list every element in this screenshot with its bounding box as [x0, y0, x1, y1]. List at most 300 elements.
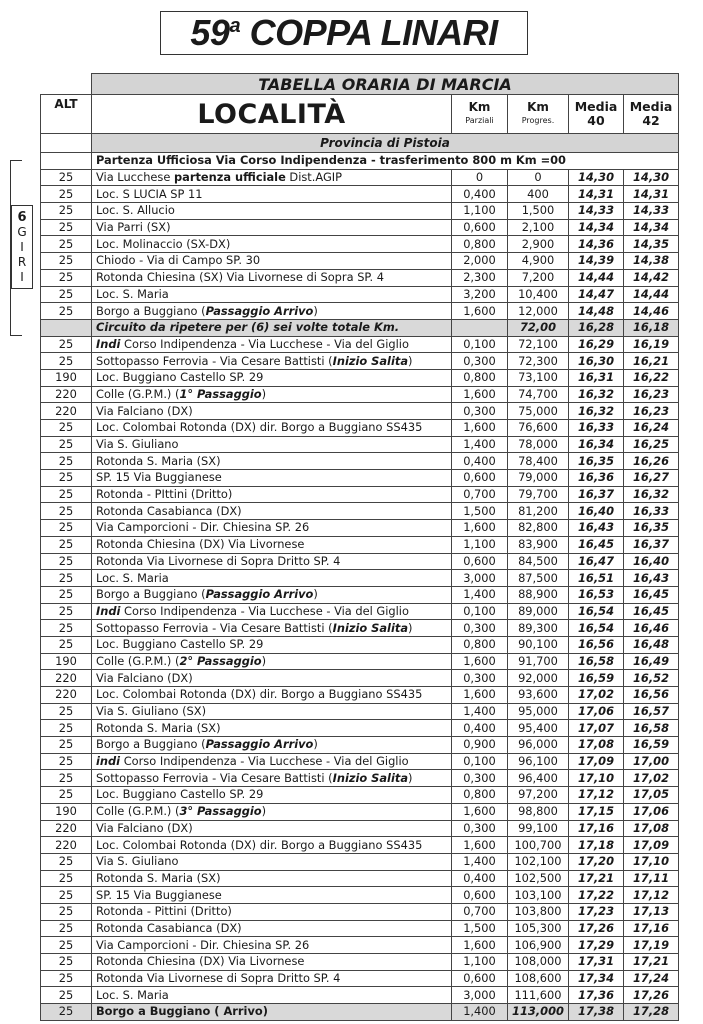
media-40-cell: 16,54	[569, 603, 624, 620]
table-row	[41, 353, 679, 370]
location-cell: Borgo a Buggiano (Passaggio Arrivo)	[92, 737, 452, 754]
media-42-cell: 14,30	[624, 169, 679, 186]
media-40-cell: 17,36	[569, 987, 624, 1004]
location-cell: Via Parri (SX)	[92, 219, 452, 236]
media-40-cell: 17,29	[569, 937, 624, 954]
alt-cell: 25	[41, 186, 92, 203]
media-40-cell: 17,31	[569, 954, 624, 971]
media-42-cell: 17,10	[624, 853, 679, 870]
table-row	[41, 553, 679, 570]
table-caption: TABELLA ORARIA DI MARCIA	[92, 74, 679, 95]
alt-cell: 25	[41, 870, 92, 887]
location-cell: Loc. S. Maria	[92, 570, 452, 587]
location-cell: Rotonda Chiesina (SX) Via Livornese di Sopra SP. 4	[92, 269, 452, 286]
table-row	[41, 987, 679, 1004]
giri-letter: I	[20, 239, 24, 254]
km-progres-cell: 0	[508, 169, 569, 186]
km-parziali-cell: 0,700	[452, 486, 508, 503]
km-progres-cell: 113,000	[508, 1004, 569, 1021]
media-42-cell: 16,35	[624, 520, 679, 537]
media-42-cell: 16,37	[624, 536, 679, 553]
media-42-cell: 17,08	[624, 820, 679, 837]
km-parziali-cell: 0,300	[452, 620, 508, 637]
table-row	[41, 703, 679, 720]
media-40-cell: 14,47	[569, 286, 624, 303]
alt-cell: 25	[41, 636, 92, 653]
media-42-cell: 17,02	[624, 770, 679, 787]
km-parziali-cell: 0,700	[452, 903, 508, 920]
location-cell: Rotonda Via Livornese di Sopra Dritto SP. 4	[92, 553, 452, 570]
partenza-ufficiosa: Partenza Ufficiosa Via Corso Indipendenza - trasferimento 800 m Km =00	[92, 153, 679, 170]
km-parziali-cell: 1,500	[452, 503, 508, 520]
km-parziali-cell: 1,600	[452, 837, 508, 854]
km-parziali-cell: 1,400	[452, 586, 508, 603]
table-row	[41, 403, 679, 420]
media-42-cell: 17,28	[624, 1004, 679, 1021]
km-progres-cell: 72,00	[508, 319, 569, 336]
km-parziali-cell: 1,600	[452, 303, 508, 320]
alt-cell: 25	[41, 353, 92, 370]
province-label: Provincia di Pistoia	[92, 134, 679, 153]
alt-cell: 190	[41, 653, 92, 670]
alt-cell: 25	[41, 586, 92, 603]
media-40-cell: 16,33	[569, 420, 624, 437]
km-progres-cell: 91,700	[508, 653, 569, 670]
km-progres-cell: 2,900	[508, 236, 569, 253]
giri-letter: I	[20, 269, 24, 284]
media-40-cell: 17,22	[569, 887, 624, 904]
table-row	[41, 636, 679, 653]
km-progres-cell: 96,000	[508, 737, 569, 754]
caption-row	[41, 74, 679, 95]
km-progres-cell: 81,200	[508, 503, 569, 520]
header-media-42: Media 42	[624, 95, 679, 134]
km-progres-cell: 103,800	[508, 903, 569, 920]
media-42-cell: 14,38	[624, 253, 679, 270]
media-40-cell: 16,37	[569, 486, 624, 503]
media-42-cell: 16,40	[624, 553, 679, 570]
table-row	[41, 520, 679, 537]
km-parziali-cell: 1,600	[452, 687, 508, 704]
alt-cell: 190	[41, 369, 92, 386]
location-cell: indi Corso Indipendenza - Via Lucchese - Via del Giglio	[92, 753, 452, 770]
giri-letter: G	[17, 224, 27, 239]
alt-cell: 25	[41, 603, 92, 620]
location-cell: Colle (G.P.M.) (3° Passaggio)	[92, 803, 452, 820]
giri-letter: R	[17, 254, 27, 269]
km-progres-cell: 102,500	[508, 870, 569, 887]
km-parziali-cell: 1,100	[452, 536, 508, 553]
media-42-cell: 16,27	[624, 470, 679, 487]
km-parziali-cell: 0,600	[452, 887, 508, 904]
table-row	[41, 920, 679, 937]
media-42-cell: 17,16	[624, 920, 679, 937]
header-alt: ALT	[41, 95, 92, 134]
km-parziali-cell: 1,400	[452, 1004, 508, 1021]
location-cell: Sottopasso Ferrovia - Via Cesare Battisti (Inizio Salita)	[92, 770, 452, 787]
table-row	[41, 536, 679, 553]
media-40-cell: 16,30	[569, 353, 624, 370]
km-progres-cell: 99,100	[508, 820, 569, 837]
circuit-total-label: Circuito da ripetere per (6) sei volte totale Km.	[92, 319, 452, 336]
alt-cell: 25	[41, 520, 92, 537]
media-42-cell: 16,23	[624, 403, 679, 420]
location-cell: Rotonda - PIttini (Dritto)	[92, 486, 452, 503]
table-row	[41, 486, 679, 503]
media-40-cell: 16,43	[569, 520, 624, 537]
location-cell: Rotonda Chiesina (DX) Via Livornese	[92, 954, 452, 971]
table-row	[41, 436, 679, 453]
km-progres-cell: 1,500	[508, 203, 569, 220]
alt-cell: 25	[41, 503, 92, 520]
km-parziali-cell: 1,600	[452, 937, 508, 954]
table-row	[41, 653, 679, 670]
km-progres-cell: 111,600	[508, 987, 569, 1004]
alt-cell: 25	[41, 420, 92, 437]
table-row	[41, 803, 679, 820]
arrivo-label: Borgo a Buggiano ( Arrivo)	[92, 1004, 452, 1021]
media-42-cell: 16,23	[624, 386, 679, 403]
media-42-cell: 16,43	[624, 570, 679, 587]
alt-cell: 25	[41, 703, 92, 720]
alt-cell: 220	[41, 837, 92, 854]
alt-cell: 25	[41, 286, 92, 303]
media-40-cell: 14,48	[569, 303, 624, 320]
alt-cell: 25	[41, 920, 92, 937]
media-40-cell: 16,28	[569, 319, 624, 336]
alt-cell: 25	[41, 987, 92, 1004]
location-cell: Loc. Colombai Rotonda (DX) dir. Borgo a Buggiano SS435	[92, 687, 452, 704]
km-parziali-cell: 0,600	[452, 553, 508, 570]
table-row	[41, 753, 679, 770]
media-42-cell: 17,21	[624, 954, 679, 971]
km-parziali-cell: 1,600	[452, 386, 508, 403]
km-parziali-cell: 0,800	[452, 236, 508, 253]
alt-cell: 25	[41, 887, 92, 904]
media-40-cell: 17,08	[569, 737, 624, 754]
media-42-cell: 17,11	[624, 870, 679, 887]
km-parziali-cell: 0,300	[452, 820, 508, 837]
alt-cell: 25	[41, 753, 92, 770]
km-progres-cell: 75,000	[508, 403, 569, 420]
alt-cell: 25	[41, 937, 92, 954]
media-40-cell: 16,45	[569, 536, 624, 553]
title-text: 59$^a$ COPPA LINARI	[190, 12, 498, 53]
km-parziali-cell: 0,100	[452, 336, 508, 353]
header-row	[41, 95, 679, 134]
km-progres-cell: 7,200	[508, 269, 569, 286]
media-40-cell: 17,34	[569, 970, 624, 987]
alt-cell: 25	[41, 203, 92, 220]
km-progres-cell: 100,700	[508, 837, 569, 854]
km-parziali-cell: 0,100	[452, 603, 508, 620]
location-cell: Loc. Buggiano Castello SP. 29	[92, 369, 452, 386]
location-cell: Loc. S. Maria	[92, 987, 452, 1004]
timetable	[40, 73, 679, 1021]
km-parziali-cell: 1,600	[452, 520, 508, 537]
km-progres-cell: 12,000	[508, 303, 569, 320]
alt-cell: 25	[41, 970, 92, 987]
alt-cell: 25	[41, 453, 92, 470]
table-row	[41, 954, 679, 971]
km-progres-cell: 74,700	[508, 386, 569, 403]
km-parziali-cell: 1,400	[452, 853, 508, 870]
media-40-cell: 17,15	[569, 803, 624, 820]
media-42-cell: 16,57	[624, 703, 679, 720]
table-row	[41, 870, 679, 887]
km-progres-cell: 89,300	[508, 620, 569, 637]
media-42-cell: 17,09	[624, 837, 679, 854]
km-parziali-cell	[452, 319, 508, 336]
media-40-cell: 17,23	[569, 903, 624, 920]
alt-cell: 25	[41, 853, 92, 870]
km-progres-cell: 97,200	[508, 787, 569, 804]
km-parziali-cell: 3,200	[452, 286, 508, 303]
km-progres-cell: 105,300	[508, 920, 569, 937]
media-40-cell: 16,35	[569, 453, 624, 470]
km-progres-cell: 108,000	[508, 954, 569, 971]
media-40-cell: 16,29	[569, 336, 624, 353]
arrivo-row	[41, 1004, 679, 1021]
alt-cell: 25	[41, 536, 92, 553]
media-40-cell: 16,56	[569, 636, 624, 653]
location-cell: Borgo a Buggiano (Passaggio Arrivo)	[92, 586, 452, 603]
location-cell: Sottopasso Ferrovia - Via Cesare Battisti (Inizio Salita)	[92, 620, 452, 637]
media-40-cell: 14,36	[569, 236, 624, 253]
km-progres-cell: 89,000	[508, 603, 569, 620]
media-42-cell: 17,24	[624, 970, 679, 987]
alt-cell: 25	[41, 436, 92, 453]
media-40-cell: 17,20	[569, 853, 624, 870]
table-row	[41, 937, 679, 954]
media-42-cell: 17,13	[624, 903, 679, 920]
km-progres-cell: 103,100	[508, 887, 569, 904]
media-42-cell: 16,22	[624, 369, 679, 386]
media-40-cell: 14,39	[569, 253, 624, 270]
media-42-cell: 16,45	[624, 586, 679, 603]
km-progres-cell: 93,600	[508, 687, 569, 704]
location-cell: Via Falciano (DX)	[92, 670, 452, 687]
media-42-cell: 16,59	[624, 737, 679, 754]
alt-cell: 25	[41, 570, 92, 587]
km-progres-cell: 83,900	[508, 536, 569, 553]
alt-cell: 25	[41, 1004, 92, 1021]
media-40-cell: 17,26	[569, 920, 624, 937]
media-42-cell: 16,21	[624, 353, 679, 370]
alt-cell: 25	[41, 720, 92, 737]
media-40-cell: 16,53	[569, 586, 624, 603]
alt-cell: 25	[41, 737, 92, 754]
alt-cell: 25	[41, 269, 92, 286]
media-40-cell: 16,34	[569, 436, 624, 453]
location-cell: Loc. Buggiano Castello SP. 29	[92, 787, 452, 804]
alt-cell: 220	[41, 386, 92, 403]
km-progres-cell: 95,000	[508, 703, 569, 720]
km-parziali-cell: 0,300	[452, 353, 508, 370]
table-row	[41, 253, 679, 270]
media-42-cell: 17,12	[624, 887, 679, 904]
media-40-cell: 16,32	[569, 386, 624, 403]
location-cell: SP. 15 Via Buggianese	[92, 887, 452, 904]
alt-cell: 25	[41, 236, 92, 253]
km-progres-cell: 106,900	[508, 937, 569, 954]
media-40-cell: 16,32	[569, 403, 624, 420]
media-40-cell: 14,33	[569, 203, 624, 220]
table-row	[41, 286, 679, 303]
location-cell: Via Camporcioni - Dir. Chiesina SP. 26	[92, 520, 452, 537]
media-42-cell: 17,00	[624, 753, 679, 770]
km-parziali-cell: 0,400	[452, 720, 508, 737]
alt-cell: 25	[41, 486, 92, 503]
km-parziali-cell: 0,300	[452, 403, 508, 420]
alt-cell: 190	[41, 803, 92, 820]
media-42-cell: 14,35	[624, 236, 679, 253]
location-cell: Rotonda - Pittini (Dritto)	[92, 903, 452, 920]
km-progres-cell: 2,100	[508, 219, 569, 236]
alt-cell: 220	[41, 687, 92, 704]
header-km-progres: Km Progres.	[508, 95, 569, 134]
location-cell: Via S. Giuliano (SX)	[92, 703, 452, 720]
table-row	[41, 770, 679, 787]
alt-cell: 25	[41, 253, 92, 270]
km-progres-cell: 95,400	[508, 720, 569, 737]
table-row	[41, 570, 679, 587]
table-row	[41, 586, 679, 603]
table-row	[41, 670, 679, 687]
km-parziali-cell: 2,000	[452, 253, 508, 270]
media-40-cell: 17,07	[569, 720, 624, 737]
media-40-cell: 16,59	[569, 670, 624, 687]
km-progres-cell: 4,900	[508, 253, 569, 270]
location-cell: Rotonda Chiesina (DX) Via Livornese	[92, 536, 452, 553]
location-cell: Loc. S. Maria	[92, 286, 452, 303]
media-42-cell: 16,18	[624, 319, 679, 336]
alt-cell: 25	[41, 620, 92, 637]
alt-cell: 25	[41, 553, 92, 570]
table-row	[41, 503, 679, 520]
km-parziali-cell: 0,400	[452, 453, 508, 470]
table-row	[41, 269, 679, 286]
giri-count: 6	[17, 209, 27, 225]
km-progres-cell: 79,700	[508, 486, 569, 503]
table-row	[41, 203, 679, 220]
media-42-cell: 14,31	[624, 186, 679, 203]
km-parziali-cell: 1,400	[452, 436, 508, 453]
km-parziali-cell: 0,300	[452, 770, 508, 787]
media-42-cell: 16,19	[624, 336, 679, 353]
media-40-cell: 16,51	[569, 570, 624, 587]
table-row	[41, 887, 679, 904]
alt-cell: 25	[41, 336, 92, 353]
km-progres-cell: 102,100	[508, 853, 569, 870]
km-parziali-cell: 0,800	[452, 787, 508, 804]
table-row	[41, 853, 679, 870]
km-progres-cell: 90,100	[508, 636, 569, 653]
table-row	[41, 236, 679, 253]
location-cell: Colle (G.P.M.) (2° Passaggio)	[92, 653, 452, 670]
location-cell: Loc. Colombai Rotonda (DX) dir. Borgo a Buggiano SS435	[92, 420, 452, 437]
alt-cell: 25	[41, 219, 92, 236]
table-row	[41, 603, 679, 620]
media-42-cell: 14,46	[624, 303, 679, 320]
table-row	[41, 169, 679, 186]
location-cell: Via Lucchese partenza ufficiale Dist.AGIP	[92, 169, 452, 186]
table-row	[41, 820, 679, 837]
table-row	[41, 453, 679, 470]
table-row	[41, 336, 679, 353]
alt-cell: 25	[41, 903, 92, 920]
document-title	[160, 11, 528, 55]
km-progres-cell: 78,400	[508, 453, 569, 470]
media-42-cell: 16,32	[624, 486, 679, 503]
media-42-cell: 14,42	[624, 269, 679, 286]
alt-cell: 25	[41, 470, 92, 487]
km-progres-cell: 96,100	[508, 753, 569, 770]
location-cell: Rotonda Casabianca (DX)	[92, 920, 452, 937]
media-40-cell: 16,36	[569, 470, 624, 487]
media-40-cell: 14,31	[569, 186, 624, 203]
media-40-cell: 17,06	[569, 703, 624, 720]
location-cell: Loc. S. Allucio	[92, 203, 452, 220]
location-cell: Indi Corso Indipendenza - Via Lucchese - Via del Giglio	[92, 336, 452, 353]
media-42-cell: 16,49	[624, 653, 679, 670]
location-cell: Chiodo - Via di Campo SP. 30	[92, 253, 452, 270]
km-progres-cell: 84,500	[508, 553, 569, 570]
location-cell: Rotonda S. Maria (SX)	[92, 870, 452, 887]
km-parziali-cell: 3,000	[452, 570, 508, 587]
media-42-cell: 16,33	[624, 503, 679, 520]
media-42-cell: 17,26	[624, 987, 679, 1004]
alt-cell: 25	[41, 787, 92, 804]
km-parziali-cell: 1,600	[452, 420, 508, 437]
media-42-cell: 17,05	[624, 787, 679, 804]
location-cell: Rotonda Via Livornese di Sopra Dritto SP. 4	[92, 970, 452, 987]
km-parziali-cell: 3,000	[452, 987, 508, 1004]
km-progres-cell: 76,600	[508, 420, 569, 437]
km-parziali-cell: 0,600	[452, 219, 508, 236]
table-row	[41, 470, 679, 487]
alt-cell: 220	[41, 670, 92, 687]
media-40-cell: 16,47	[569, 553, 624, 570]
km-parziali-cell: 1,400	[452, 703, 508, 720]
table-row	[41, 903, 679, 920]
media-40-cell: 16,58	[569, 653, 624, 670]
header-media-40: Media 40	[569, 95, 624, 134]
location-cell: Via S. Giuliano	[92, 853, 452, 870]
media-40-cell: 17,21	[569, 870, 624, 887]
media-40-cell: 16,40	[569, 503, 624, 520]
alt-cell: 25	[41, 770, 92, 787]
km-parziali-cell: 0,800	[452, 636, 508, 653]
media-40-cell: 16,54	[569, 620, 624, 637]
media-42-cell: 14,33	[624, 203, 679, 220]
media-42-cell: 16,25	[624, 436, 679, 453]
location-cell: Rotonda S. Maria (SX)	[92, 720, 452, 737]
media-42-cell: 17,06	[624, 803, 679, 820]
km-progres-cell: 78,000	[508, 436, 569, 453]
header-km-parziali: Km Parziali	[452, 95, 508, 134]
km-parziali-cell: 1,600	[452, 803, 508, 820]
media-40-cell: 17,10	[569, 770, 624, 787]
km-progres-cell: 79,000	[508, 470, 569, 487]
km-progres-cell: 72,300	[508, 353, 569, 370]
table-row	[41, 970, 679, 987]
media-40-cell: 14,44	[569, 269, 624, 286]
km-parziali-cell: 0,300	[452, 670, 508, 687]
location-cell: Rotonda Casabianca (DX)	[92, 503, 452, 520]
km-parziali-cell: 0,800	[452, 369, 508, 386]
km-progres-cell: 400	[508, 186, 569, 203]
